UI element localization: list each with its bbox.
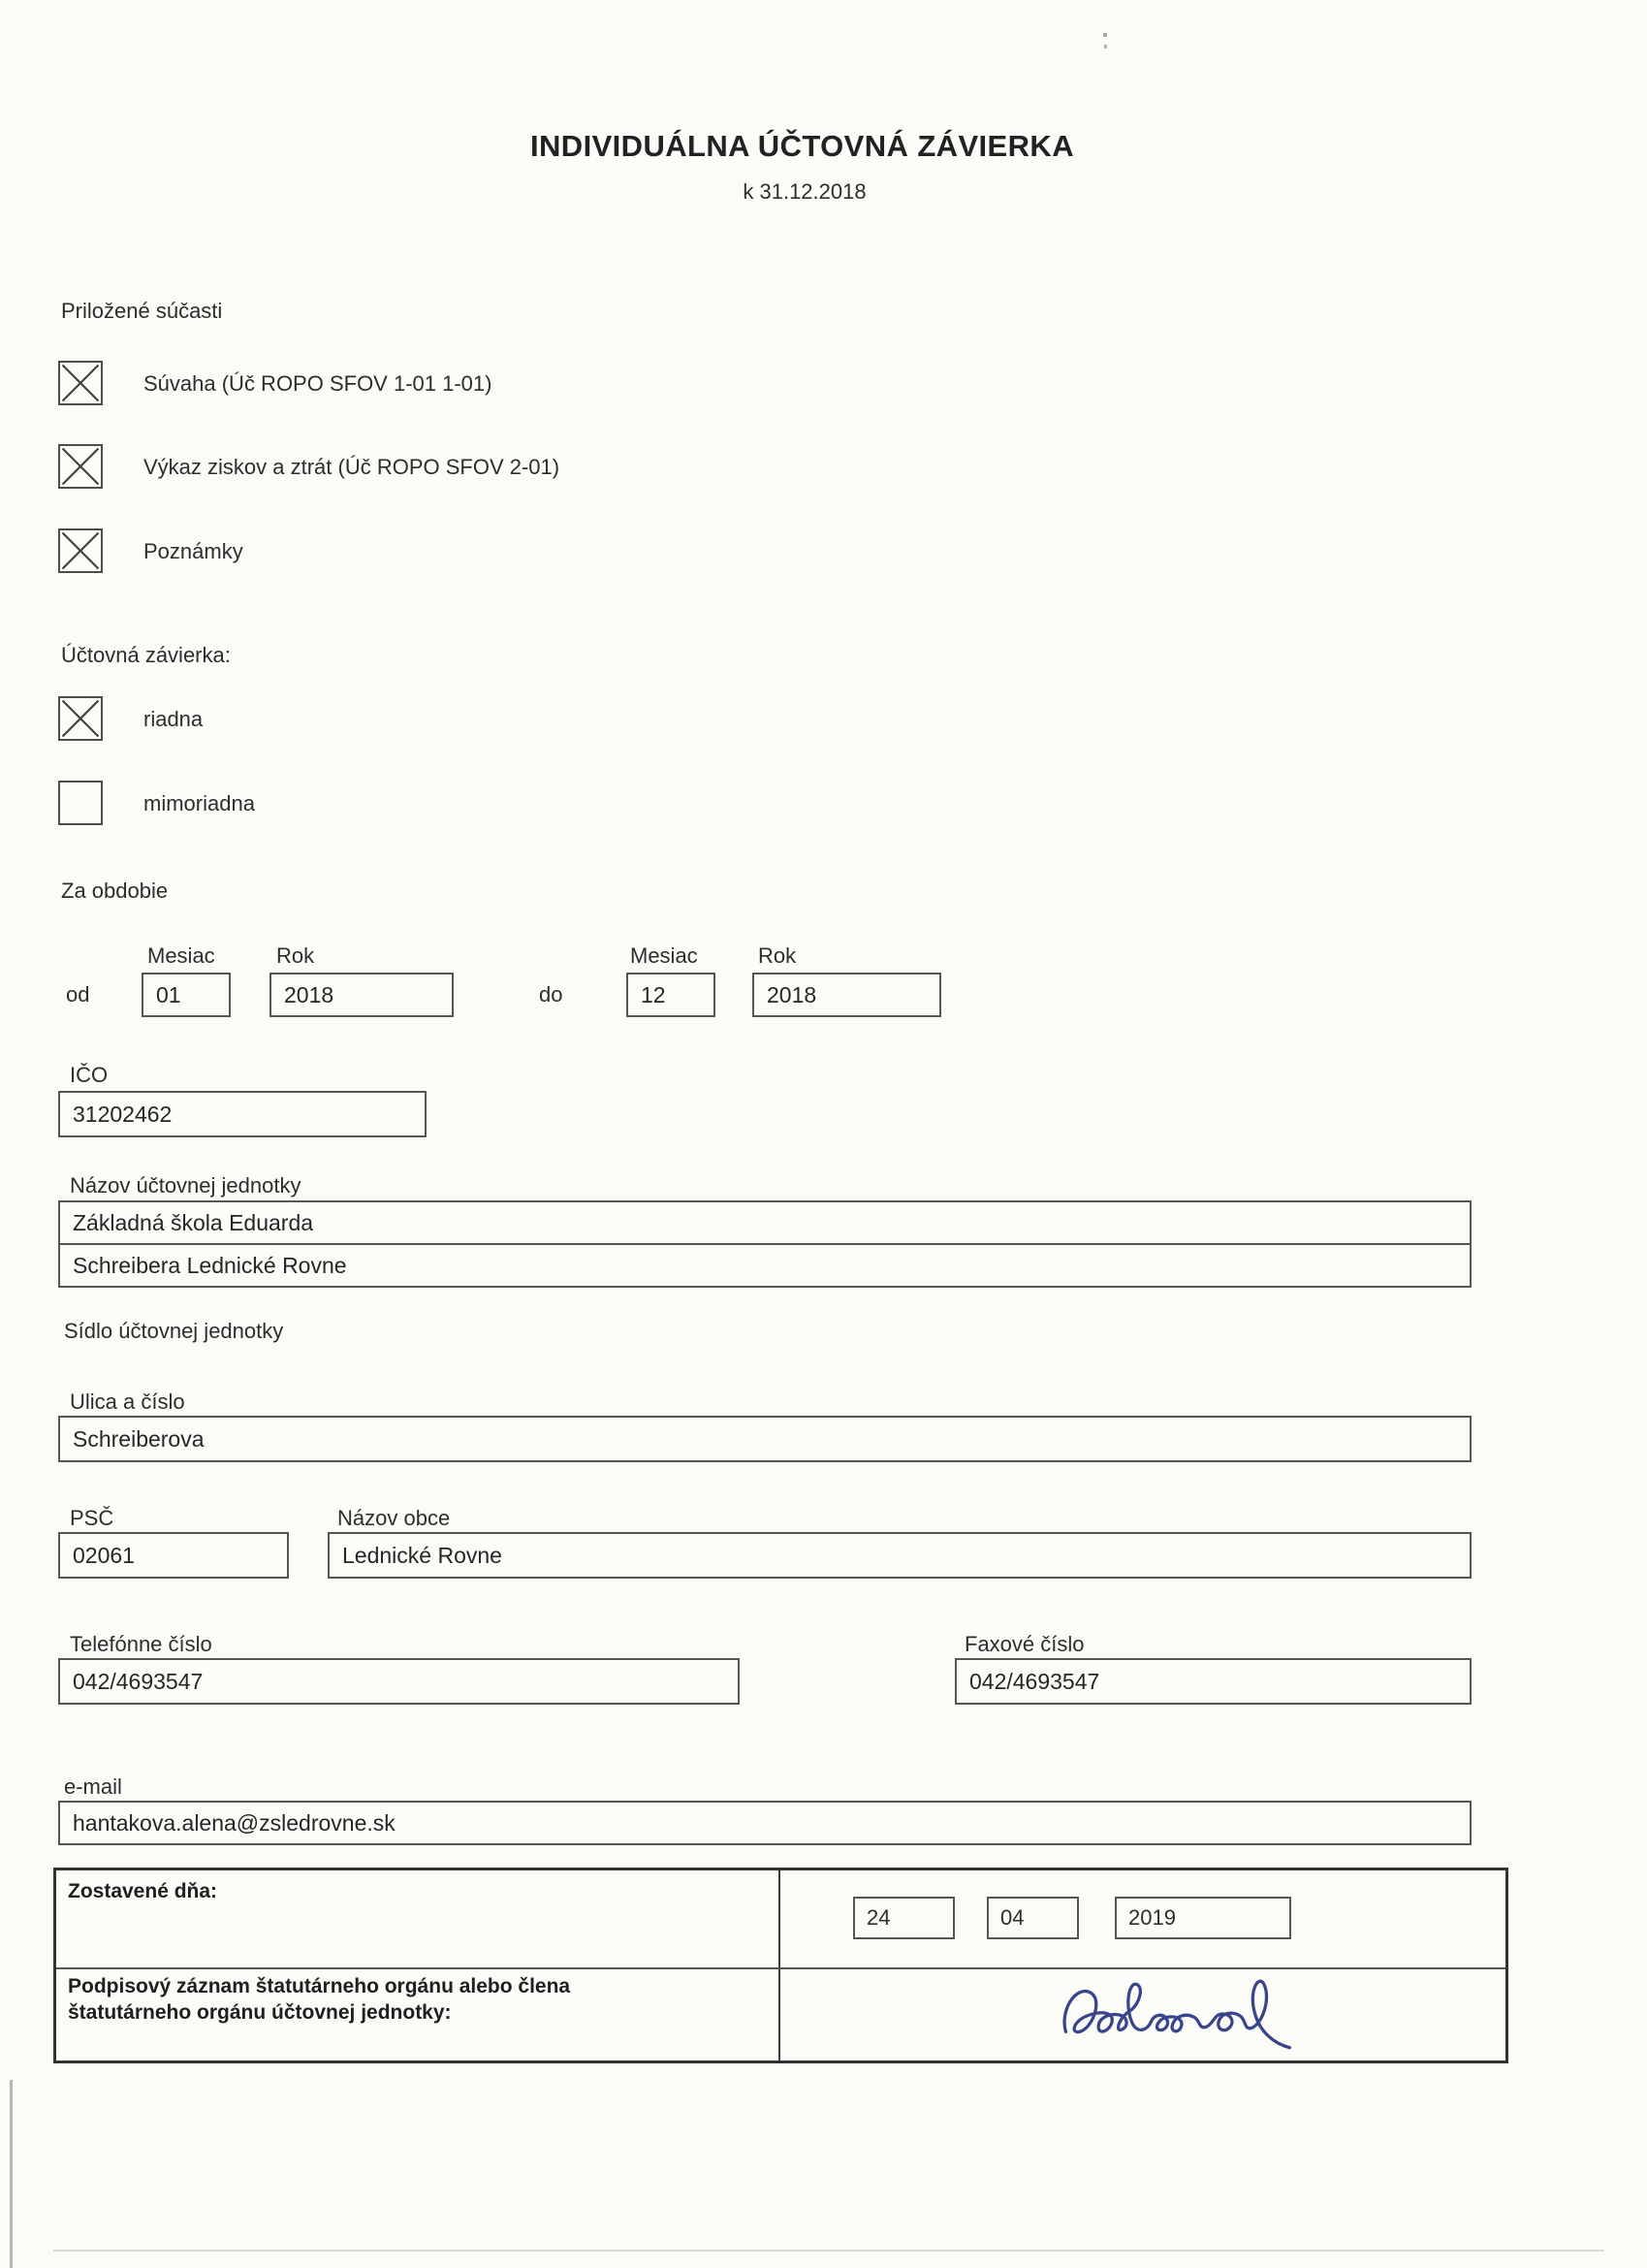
scan-artifact-dot: [1103, 33, 1107, 37]
scan-artifact-edge: [10, 2080, 13, 2268]
table-vertical-divider: [778, 1870, 780, 2060]
compiled-month-field: 04: [987, 1897, 1079, 1939]
period-from-month-field: 01: [142, 973, 231, 1017]
checkbox-vykaz-label: Výkaz ziskov a ztrát (Úč ROPO SFOV 2-01): [143, 455, 560, 479]
x-mark-icon: [60, 363, 101, 403]
checkbox-suvaha: [58, 361, 103, 405]
checkbox-riadna-label: riadna: [143, 707, 204, 731]
street-field: Schreiberova: [58, 1416, 1472, 1462]
phone-field: 042/4693547: [58, 1658, 740, 1705]
entity-name-label: Názov účtovnej jednotky: [70, 1173, 301, 1198]
form-title: INDIVIDUÁLNA ÚČTOVNÁ ZÁVIERKA: [529, 129, 1074, 163]
email-label: e-mail: [64, 1774, 122, 1799]
x-mark-icon: [60, 446, 101, 487]
period-from-label: od: [66, 982, 90, 1006]
period-to-label: do: [539, 982, 563, 1006]
compiled-year-field: 2019: [1115, 1897, 1291, 1939]
checkbox-mimoriadna: [58, 781, 103, 825]
period-heading: Za obdobie: [61, 878, 169, 903]
signature-record-label: [68, 1973, 649, 2026]
signature-stroke: [1064, 1981, 1289, 2048]
entity-name-field-line2: Schreibera Lednické Rovne: [58, 1243, 1472, 1288]
period-to-year-field: 2018: [752, 973, 941, 1017]
x-mark-icon: [60, 698, 101, 739]
scan-artifact-dot: [1104, 45, 1107, 48]
checkbox-poznamky: [58, 528, 103, 573]
checkbox-poznamky-label: Poznámky: [143, 539, 243, 563]
checkbox-vykaz: [58, 444, 103, 489]
email-field: hantakova.alena@zsledrovne.sk: [58, 1801, 1472, 1845]
period-from-year-field: 2018: [269, 973, 454, 1017]
ico-label: IČO: [70, 1063, 109, 1087]
town-field: Lednické Rovne: [328, 1532, 1472, 1579]
period-from-year-label: Rok: [276, 943, 315, 968]
psc-label: PSČ: [70, 1506, 114, 1530]
fax-field: 042/4693547: [955, 1658, 1472, 1705]
x-mark-icon: [60, 530, 101, 571]
psc-field: 02061: [58, 1532, 289, 1579]
signature-record-label-line2: štatutárneho orgánu účtovnej jednotky:: [68, 2001, 452, 2024]
period-to-month-label: Mesiac: [630, 943, 698, 968]
form-subtitle: k 31.12.2018: [743, 179, 867, 204]
checkbox-mimoriadna-label: mimoriadna: [143, 791, 255, 815]
period-to-year-label: Rok: [758, 943, 797, 968]
compiled-on-label: Zostavené dňa:: [68, 1880, 218, 1902]
period-to-month-field: 12: [626, 973, 715, 1017]
phone-label: Telefónne číslo: [70, 1632, 212, 1656]
scan-artifact-line: [53, 2250, 1604, 2252]
checkbox-riadna: [58, 696, 103, 741]
checkbox-suvaha-label: Súvaha (Úč ROPO SFOV 1-01 1-01): [143, 371, 492, 396]
statement-type-heading: Účtovná závierka:: [61, 643, 231, 667]
signature-handwriting: [1052, 1970, 1314, 2060]
period-from-month-label: Mesiac: [147, 943, 215, 968]
town-label: Názov obce: [337, 1506, 451, 1530]
fax-label: Faxové číslo: [965, 1632, 1085, 1656]
ico-field: 31202462: [58, 1091, 427, 1137]
street-label: Ulica a číslo: [70, 1390, 185, 1414]
compiled-day-field: 24: [853, 1897, 955, 1939]
signature-record-label-line1: Podpisový záznam štatutárneho orgánu alebo člena: [68, 1975, 571, 1997]
entity-name-field-line1: Základná škola Eduarda: [58, 1200, 1472, 1245]
attachments-heading: Priložené súčasti: [61, 299, 223, 323]
table-row-divider: [56, 1967, 1505, 1969]
seat-heading: Sídlo účtovnej jednotky: [64, 1319, 284, 1343]
